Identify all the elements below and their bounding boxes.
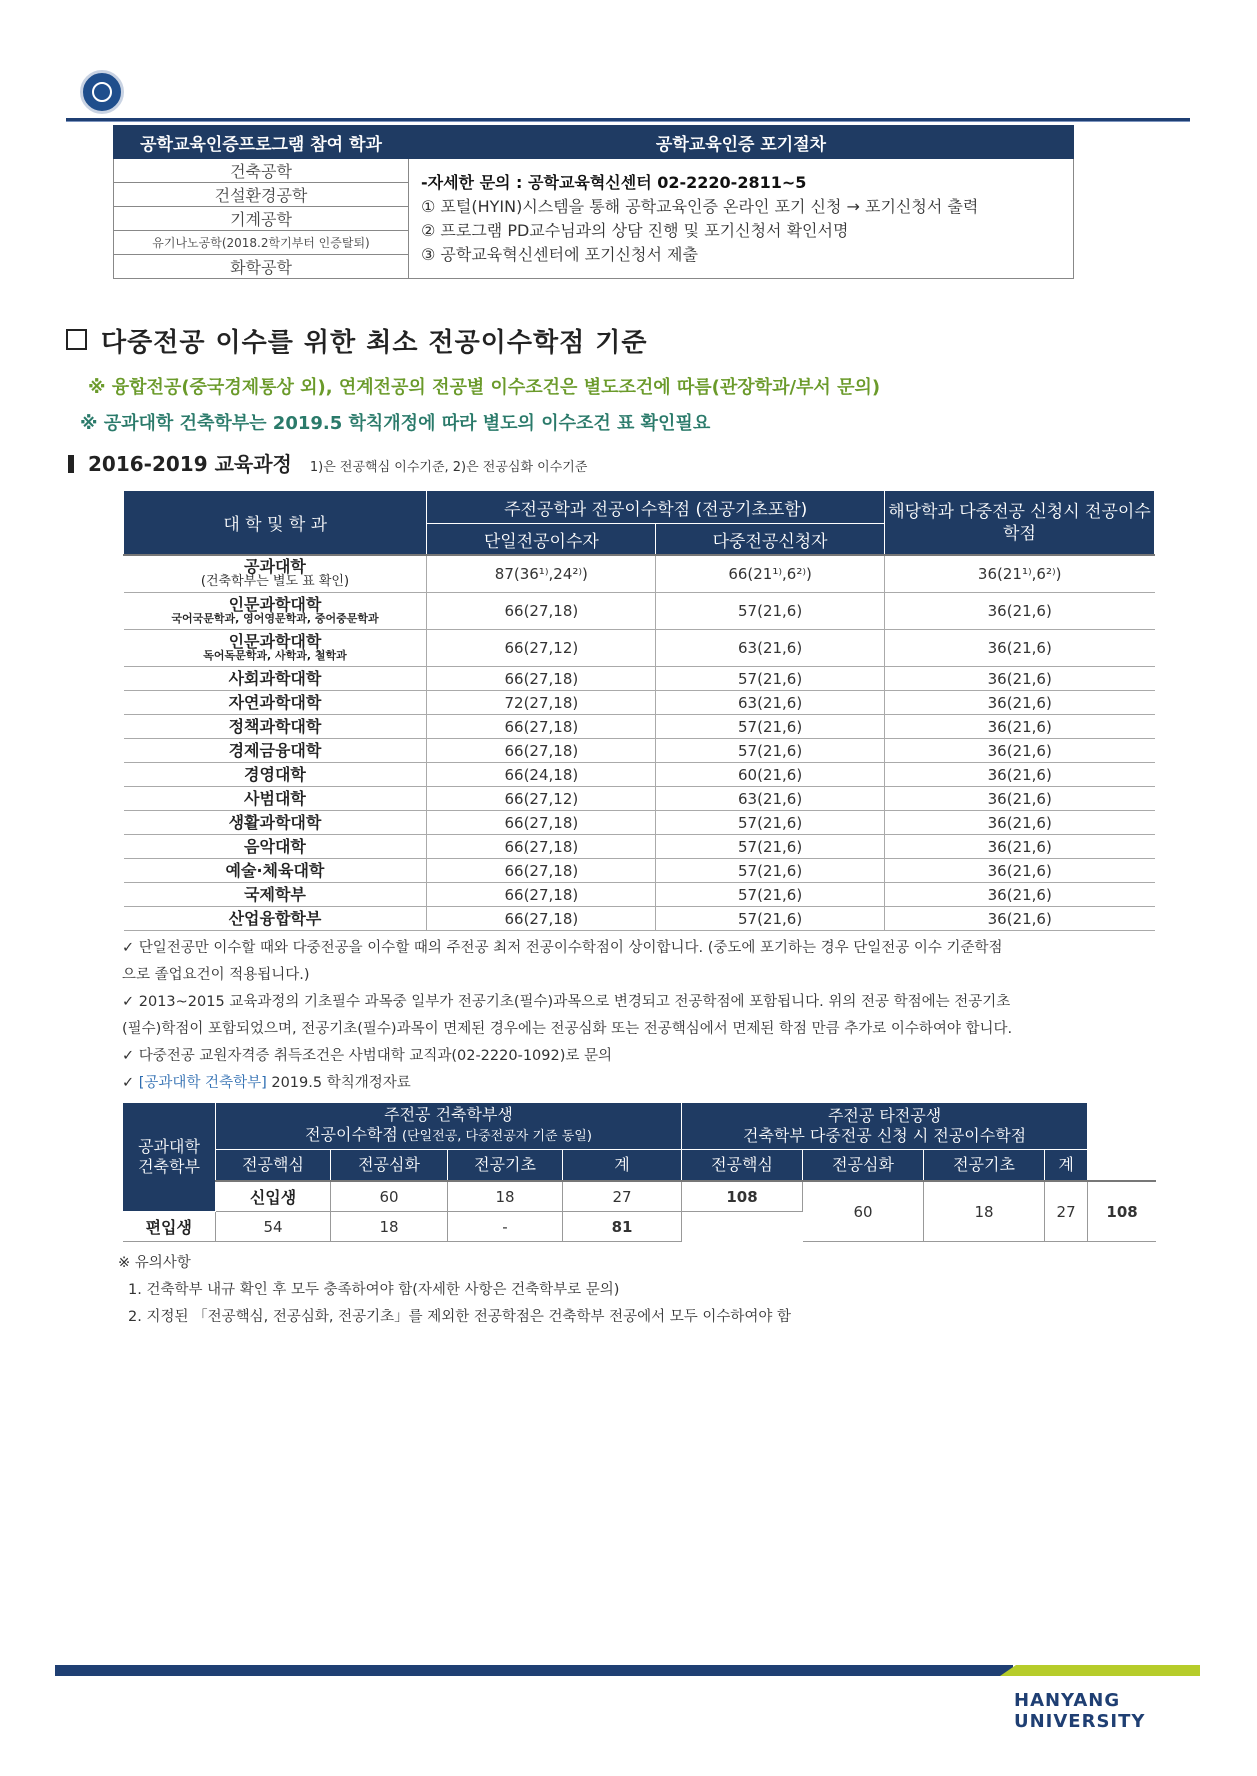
col-core: 전공핵심 bbox=[682, 1150, 803, 1182]
header-multi: 다중전공신청자 bbox=[656, 524, 885, 556]
architecture-table bbox=[122, 1102, 1156, 1242]
arch-header-b1: 주전공 타전공생 bbox=[827, 1106, 942, 1125]
multi-credits: 57(21,6) bbox=[656, 739, 885, 763]
multi-credits: 57(21,6) bbox=[656, 811, 885, 835]
single-credits: 66(27,18) bbox=[427, 835, 656, 859]
credits-table bbox=[123, 490, 1155, 931]
college-name: 음악대학 bbox=[124, 835, 427, 859]
arch-header-a bbox=[216, 1103, 682, 1150]
multi-credits: 57(21,6) bbox=[656, 715, 885, 739]
col-advanced: 전공심화 bbox=[331, 1150, 448, 1182]
single-credits: 66(27,12) bbox=[427, 787, 656, 811]
table-row bbox=[124, 715, 1155, 739]
col-basic: 전공기초 bbox=[924, 1150, 1045, 1182]
remarks-block bbox=[118, 1250, 791, 1331]
college-name: 생활과학대학 bbox=[124, 811, 427, 835]
check-mark: ✓ bbox=[122, 1075, 139, 1091]
row-label-new: 신입생 bbox=[216, 1181, 331, 1212]
arch-header-a2: 전공이수학점 bbox=[305, 1125, 398, 1144]
note-line: ✓ 2013~2015 교육과정의 기초필수 과목중 일부가 전공기초(필수)과목으로 변경되고 전공학점에 포함됩니다. 위의 전공 학점에는 전공기초 bbox=[122, 994, 1011, 1010]
college-name: 공과대학 bbox=[244, 557, 306, 576]
arch-header-b bbox=[682, 1103, 1088, 1150]
cell-other-total: 108 bbox=[1088, 1181, 1156, 1242]
table-row bbox=[124, 811, 1155, 835]
apply-credits: 36(21,6) bbox=[884, 739, 1154, 763]
college-name: 자연과학대학 bbox=[124, 691, 427, 715]
table-row bbox=[124, 787, 1155, 811]
cell-other-basic: 27 bbox=[1045, 1181, 1088, 1242]
college-name: 예술·체육대학 bbox=[124, 859, 427, 883]
dept-cell: 건설환경공학 bbox=[114, 183, 409, 207]
apply-credits: 36(21,6) bbox=[884, 787, 1154, 811]
college-name: 사회과학대학 bbox=[124, 667, 427, 691]
col-total: 계 bbox=[1045, 1150, 1088, 1182]
single-credits: 66(27,18) bbox=[427, 811, 656, 835]
dept-cell: 유기나노공학(2018.2학기부터 인증탈퇴) bbox=[114, 231, 409, 255]
table-row bbox=[124, 907, 1155, 931]
apply-credits: 36(21,6) bbox=[884, 907, 1154, 931]
arch-link-label: [공과대학 건축학부] bbox=[138, 1075, 267, 1091]
arch-header-a2-note: (단일전공, 다중전공자 기준 동일) bbox=[397, 1129, 592, 1144]
table-row bbox=[124, 593, 1155, 630]
note-convergence: ※ 융합전공(중국경제통상 외), 연계전공의 전공별 이수조건은 별도조건에 따름(관장학과/부서 문의) bbox=[88, 377, 881, 398]
cell-basic: - bbox=[448, 1212, 563, 1242]
note-line: (필수)학점이 포함되었으며, 전공기초(필수)과목이 면제된 경우에는 전공심화 또는 전공핵심에서 면제된 학점 만큼 추가로 이수하여야 합니다. bbox=[122, 1021, 1013, 1037]
single-credits: 66(27,18) bbox=[427, 715, 656, 739]
single-credits: 66(27,18) bbox=[427, 593, 656, 630]
table-row bbox=[124, 883, 1155, 907]
note-architecture: ※ 공과대학 건축학부는 2019.5 학칙개정에 따라 별도의 이수조건 표 확인필요 bbox=[80, 413, 711, 434]
college-sub: 독어독문학과, 사학과, 철학과 bbox=[203, 649, 347, 662]
subtitle-text: 2016-2019 교육과정 bbox=[88, 452, 292, 476]
apply-credits: 36(21,6) bbox=[884, 691, 1154, 715]
cell-total: 81 bbox=[563, 1212, 682, 1242]
table-row bbox=[123, 1181, 1157, 1212]
arch-header-b2: 건축학부 다중전공 신청 시 전공이수학점 bbox=[743, 1126, 1027, 1145]
subtitle-note: 1)은 전공핵심 이수기준, 2)은 전공심화 이수기준 bbox=[309, 460, 588, 475]
apply-credits: 36(21,6) bbox=[884, 593, 1154, 630]
cell-total: 108 bbox=[682, 1181, 803, 1212]
curriculum-subtitle bbox=[68, 448, 587, 477]
col-core: 전공핵심 bbox=[216, 1150, 331, 1182]
footer-accent bbox=[1000, 1665, 1200, 1676]
college-name: 정책과학대학 bbox=[124, 715, 427, 739]
table-row bbox=[124, 739, 1155, 763]
single-credits: 66(27,18) bbox=[427, 667, 656, 691]
arch-header-a1: 주전공 건축학부생 bbox=[384, 1105, 513, 1124]
header-major: 주전공학과 전공이수학점 (전공기초포함) bbox=[427, 491, 885, 524]
multi-credits: 57(21,6) bbox=[656, 593, 885, 630]
apply-credits: 36(21,6) bbox=[884, 763, 1154, 787]
dept-cell: 건축공학 bbox=[114, 159, 409, 183]
college-name: 국제학부 bbox=[124, 883, 427, 907]
dept-cell: 화학공학 bbox=[114, 255, 409, 279]
apply-credits: 36(21,6) bbox=[884, 667, 1154, 691]
multi-credits: 57(21,6) bbox=[656, 883, 885, 907]
table-row bbox=[124, 859, 1155, 883]
note-rest: 2019.5 학칙개정자료 bbox=[266, 1075, 411, 1091]
single-credits: 66(27,18) bbox=[427, 907, 656, 931]
remark-item: 1. 건축학부 내규 확인 후 모두 충족하여야 함(자세한 사항은 건축학부로 문의) bbox=[128, 1282, 620, 1298]
header-single: 단일전공이수자 bbox=[427, 524, 656, 556]
cert-table bbox=[113, 125, 1074, 279]
multi-credits: 63(21,6) bbox=[656, 630, 885, 667]
cell-other-advanced: 18 bbox=[924, 1181, 1045, 1242]
footer-rule bbox=[55, 1665, 1013, 1676]
bullet-bar-icon bbox=[68, 455, 74, 473]
procedure-step: ③ 공학교육혁신센터에 포기신청서 제출 bbox=[421, 244, 698, 264]
single-credits: 66(27,18) bbox=[427, 739, 656, 763]
college-name: 산업융합학부 bbox=[124, 907, 427, 931]
cell-other-core: 60 bbox=[803, 1181, 924, 1242]
college-name: 사범대학 bbox=[124, 787, 427, 811]
procedure-contact: -자세한 문의 : 공학교육혁신센터 02-2220-2811~5 bbox=[421, 172, 807, 192]
apply-credits: 36(21,6) bbox=[884, 883, 1154, 907]
multi-credits: 63(21,6) bbox=[656, 691, 885, 715]
table-row bbox=[124, 835, 1155, 859]
procedure-step: ② 프로그램 PD교수님과의 상담 진행 및 포기신청서 확인서명 bbox=[421, 220, 849, 240]
multi-credits: 57(21,6) bbox=[656, 835, 885, 859]
arch-header-left-1: 공과대학 bbox=[138, 1137, 200, 1156]
cell-core: 60 bbox=[331, 1181, 448, 1212]
dept-cell: 기계공학 bbox=[114, 207, 409, 231]
college-sub: 국어국문학과, 영어영문학과, 중어중문학과 bbox=[171, 612, 379, 625]
multi-credits: 57(21,6) bbox=[656, 667, 885, 691]
multi-credits: 57(21,6) bbox=[656, 859, 885, 883]
apply-credits: 36(21,6) bbox=[884, 835, 1154, 859]
college-name: 인문과학대학 bbox=[228, 595, 322, 614]
college-name: 경영대학 bbox=[124, 763, 427, 787]
cell-advanced: 18 bbox=[331, 1212, 448, 1242]
college-sub: (건축학부는 별도 표 확인) bbox=[200, 574, 350, 589]
cell-core: 54 bbox=[216, 1212, 331, 1242]
cell-advanced: 18 bbox=[448, 1181, 563, 1212]
apply-credits: 36(21,6) bbox=[884, 630, 1154, 667]
note-line bbox=[122, 1070, 1157, 1097]
single-credits: 72(27,18) bbox=[427, 691, 656, 715]
single-credits: 66(27,18) bbox=[427, 859, 656, 883]
remark-item: 2. 지정된 「전공핵심, 전공심화, 전공기초」를 제외한 전공학점은 건축학부 전공에서 모두 이수하여야 함 bbox=[128, 1309, 792, 1325]
apply-credits: 36(21,6) bbox=[884, 811, 1154, 835]
note-line: ✓ 단일전공만 이수할 때와 다중전공을 이수할 때의 주전공 최저 전공이수학점이 상이합니다. (중도에 포기하는 경우 단일전공 이수 기준학점 bbox=[122, 940, 1003, 956]
single-credits: 87(36¹⁾,24²⁾) bbox=[427, 555, 656, 593]
table-row bbox=[124, 667, 1155, 691]
university-seal-icon bbox=[80, 70, 124, 114]
college-name: 경제금융대학 bbox=[124, 739, 427, 763]
apply-credits: 36(21,6) bbox=[884, 715, 1154, 739]
footer-university: HANYANG UNIVERSITY bbox=[1014, 1690, 1146, 1732]
cert-col1-header: 공학교육인증프로그램 참여 학과 bbox=[114, 126, 409, 159]
section-title-text: 다중전공 이수를 위한 최소 전공이수학점 기준 bbox=[101, 328, 648, 358]
note-line: 으로 졸업요건이 적용됩니다.) bbox=[122, 967, 310, 983]
table-row bbox=[124, 763, 1155, 787]
header-college: 대 학 및 학 과 bbox=[124, 491, 427, 556]
checkbox-square-icon bbox=[66, 329, 87, 350]
col-advanced: 전공심화 bbox=[803, 1150, 924, 1182]
section-title bbox=[66, 322, 647, 359]
remarks-title: ※ 유의사항 bbox=[118, 1255, 191, 1271]
apply-credits: 36(21,6) bbox=[884, 859, 1154, 883]
multi-credits: 57(21,6) bbox=[656, 907, 885, 931]
arch-header-left bbox=[123, 1103, 216, 1212]
cell-basic: 27 bbox=[563, 1181, 682, 1212]
header-apply: 해당학과 다중전공 신청시 전공이수학점 bbox=[884, 491, 1154, 556]
arch-header-left-2: 건축학부 bbox=[138, 1157, 200, 1176]
single-credits: 66(27,18) bbox=[427, 883, 656, 907]
notes-block bbox=[122, 935, 1157, 1097]
col-total: 계 bbox=[563, 1150, 682, 1182]
col-basic: 전공기초 bbox=[448, 1150, 563, 1182]
college-name: 인문과학대학 bbox=[228, 632, 322, 651]
procedure-step: ① 포털(HYIN)시스템을 통해 공학교육인증 온라인 포기 신청 → 포기신청서 출력 bbox=[421, 196, 979, 216]
header-rule-thin bbox=[66, 121, 1190, 122]
multi-credits: 63(21,6) bbox=[656, 787, 885, 811]
table-row bbox=[124, 691, 1155, 715]
cert-col2-header: 공학교육인증 포기절차 bbox=[409, 126, 1074, 159]
table-row bbox=[124, 555, 1155, 593]
note-line: ✓ 다중전공 교원자격증 취득조건은 사범대학 교직과(02-2220-1092)로 문의 bbox=[122, 1048, 613, 1064]
apply-credits: 36(21¹⁾,6²⁾) bbox=[884, 555, 1154, 593]
procedure-cell bbox=[409, 159, 1074, 279]
single-credits: 66(24,18) bbox=[427, 763, 656, 787]
multi-credits: 66(21¹⁾,6²⁾) bbox=[656, 555, 885, 593]
multi-credits: 60(21,6) bbox=[656, 763, 885, 787]
table-row bbox=[124, 630, 1155, 667]
single-credits: 66(27,12) bbox=[427, 630, 656, 667]
row-label-transfer: 편입생 bbox=[123, 1212, 216, 1242]
